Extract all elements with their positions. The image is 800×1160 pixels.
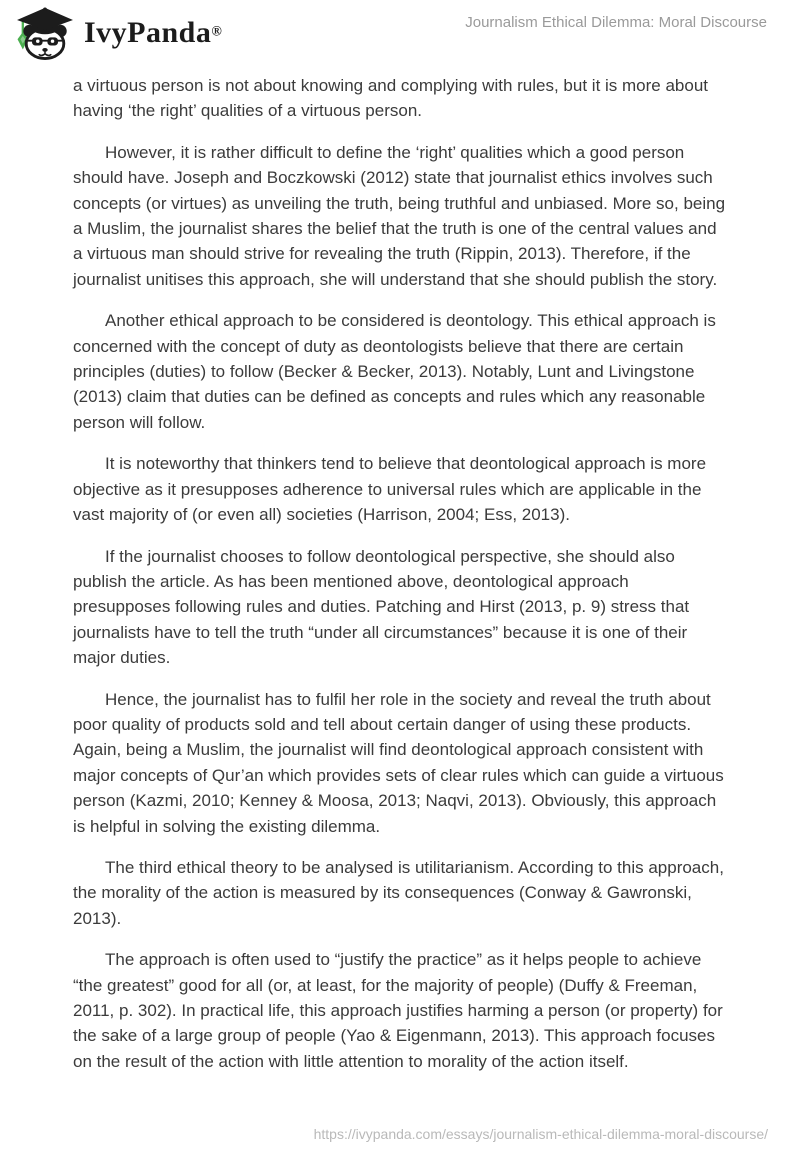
essay-paragraph: The approach is often used to “justify the practice” as it helps people to achieve “the greatest” good for all (or, at least, for the majority of people) (Duffy & Freeman, 2011, p. 302). In practical life, this approach justifies harming a person (or property) for the sake of a large group of people (Yao & Eigenmann, 2013). This approach focuses on the result of the action with little attention to morality of the action itself. <box>73 950 723 1071</box>
essay-paragraph: Another ethical approach to be considered is deontology. This ethical approach is concerned with the concept of duty as deontologists believe that there are certain principles (duties) to follow (Becker & Becker, 2013). Notably, Lunt and Livingstone (2013) claim that duties can be defined as concepts and rules which any reasonable person will follow. <box>73 311 716 432</box>
essay-paragraph: The third ethical theory to be analysed is utilitarianism. According to this approach, the morality of the action is measured by its consequences (Conway & Gawronski, 2013). <box>73 857 724 928</box>
ivypanda-logo <box>14 6 222 60</box>
document-title: Journalism Ethical Dilemma: Moral Discourse <box>465 14 767 31</box>
logo-wordmark <box>84 16 222 50</box>
page-header <box>0 0 800 66</box>
essay-paragraph: If the journalist chooses to follow deontological perspective, she should also publish the article. As has been mentioned above, deontological approach presupposes following rules and duties. Patching and Hirst (2013, p. 9) stress that journalists have to tell the truth “under all circumstances” because it is one of their major duties. <box>73 546 690 668</box>
essay-paragraph: Hence, the journalist has to fulfil her role in the society and reveal the truth about poor quality of products sold and tell about certain danger of using these products. Again, being a Muslim, the journalist will find deontological approach consistent with major concepts of Qur’an which provides sets of clear rules which can guide a virtuous person (Kazmi, 2010; Kenney & Moosa, 2013; Naqvi, 2013). Obviously, this approach is helpful in solving the existing dilemma. <box>73 689 724 836</box>
essay-paragraph: However, it is rather difficult to define the ‘right’ qualities which a good person should have. Joseph and Boczkowski (2012) state that journalist ethics involves such concepts (or virtues) as unveiling the truth, being truthful and unbiased. More so, being a Muslim, the journalist shares the belief that the truth is one of the central values and a virtuous man should strive for revealing the truth (Rippin, 2013). Therefore, if the journalist unitises this approach, she will understand that she should publish the story. <box>73 142 726 289</box>
registered-trademark-symbol: ® <box>211 24 222 40</box>
logo-text: IvyPanda <box>84 16 212 49</box>
essay-body <box>73 73 729 1090</box>
essay-paragraph: a virtuous person is not about knowing and complying with rules, but it is more about having ‘the right’ qualities of a virtuous person. <box>73 76 709 121</box>
source-url: https://ivypanda.com/essays/journalism-ethical-dilemma-moral-discourse/ <box>313 1126 768 1142</box>
panda-graduate-icon <box>14 6 76 60</box>
essay-paragraph: It is noteworthy that thinkers tend to believe that deontological approach is more objective as it presupposes adherence to universal rules which are applicable in the vast majority of (or even all) societies (Harrison, 2004; Ess, 2013). <box>73 454 707 525</box>
